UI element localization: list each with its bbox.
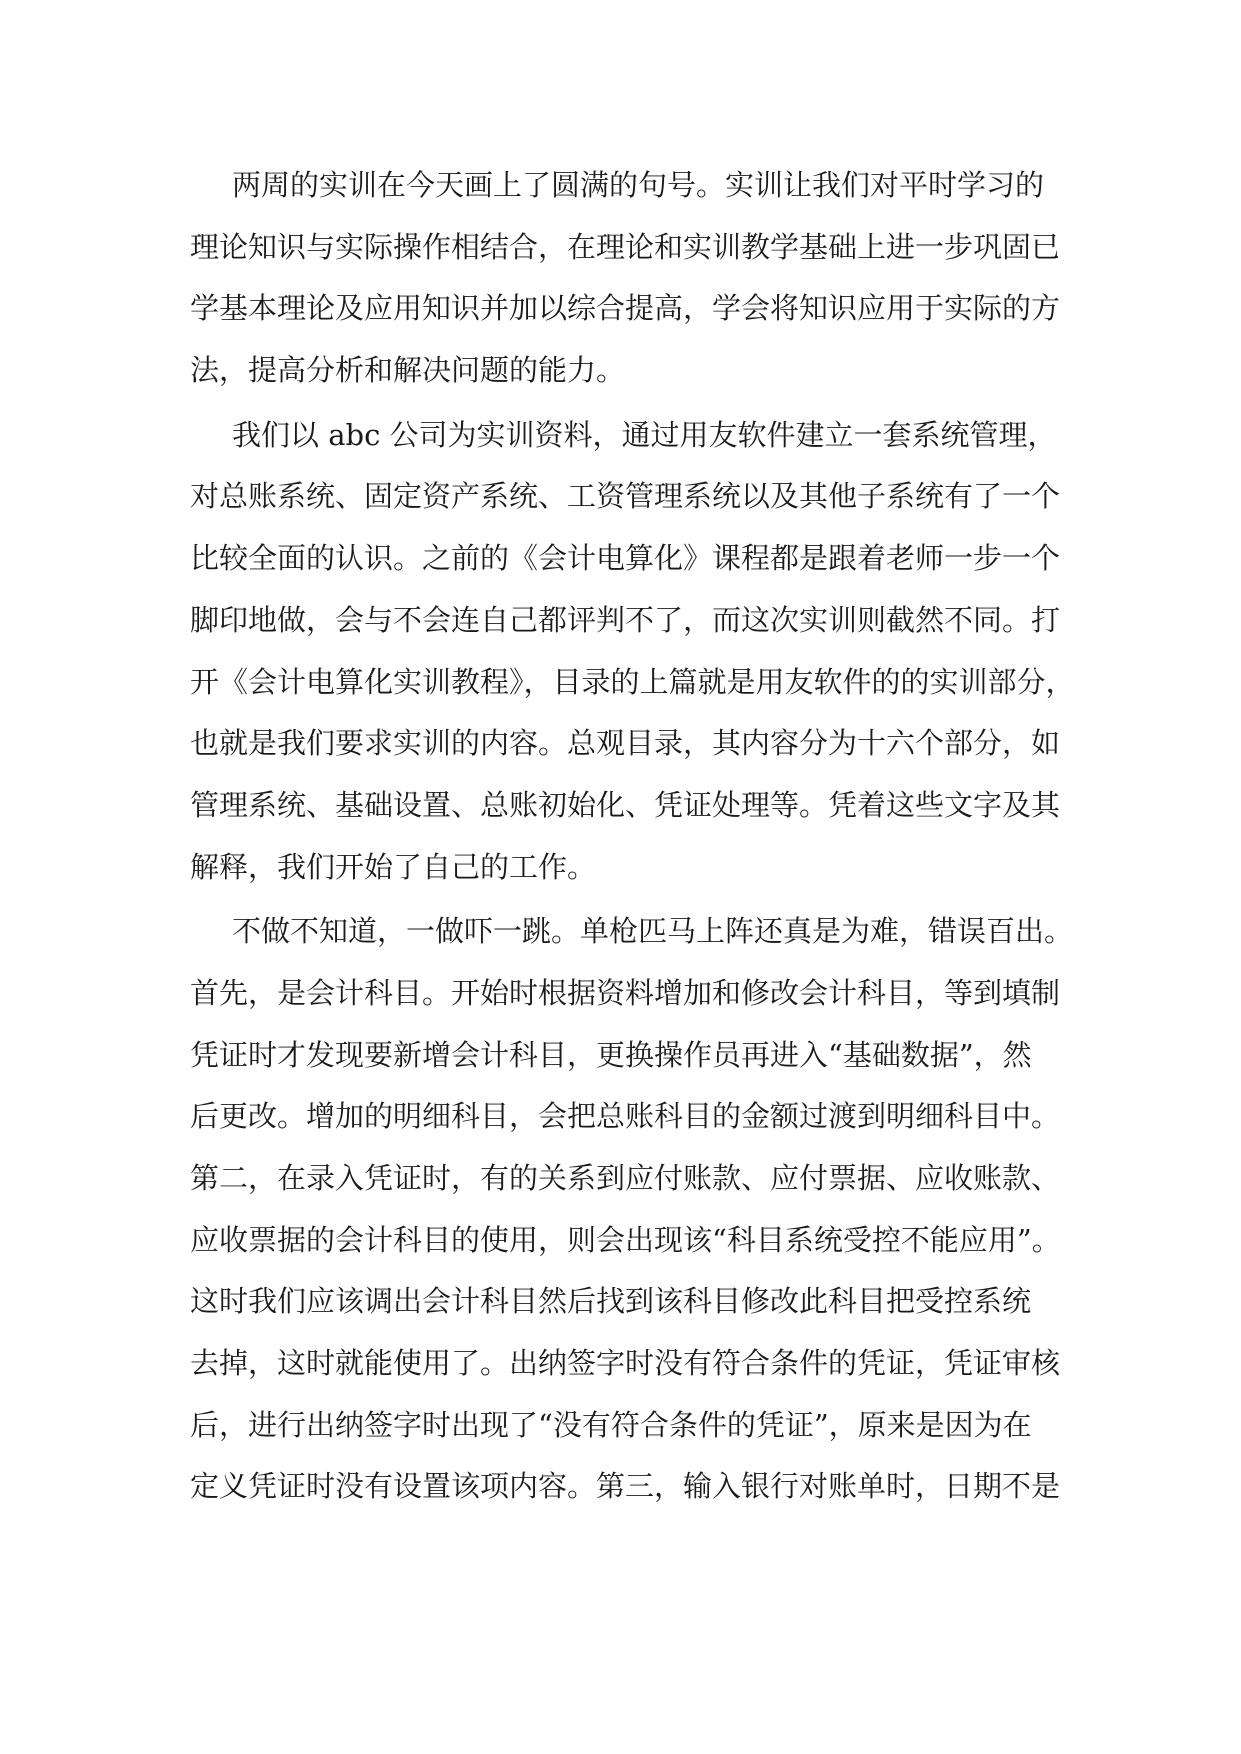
- paragraph: [190, 901, 1074, 1518]
- text-line: 不做不知道，一做吓一跳。单枪匹马上阵还真是为难，错误百出。: [232, 914, 1074, 949]
- text-line: 后，进行出纳签字时出现了“没有符合条件的凭证”，原来是因为在: [190, 1407, 1032, 1442]
- paragraph: [190, 405, 1075, 899]
- text-line: 去掉，这时就能使用了。出纳签字时没有符合条件的凭证，凭证审核: [190, 1346, 1061, 1381]
- text-line: 也就是我们要求实训的内容。总观目录，其内容分为十六个部分，如: [190, 726, 1061, 761]
- document-body: [190, 155, 1075, 1521]
- text-line: 两周的实训在今天画上了圆满的句号。实训让我们对平时学习的: [232, 168, 1045, 202]
- text-line: 对总账系统、固定资产系统、工资管理系统以及其他子系统有了一个: [190, 479, 1061, 514]
- text-line: 法，提高分析和解决问题的能力。: [190, 353, 626, 388]
- text-line: 比较全面的认识。之前的《会计电算化》课程都是跟着老师一步一个: [190, 541, 1061, 576]
- text-line: 定义凭证时没有设置该项内容。第三，输入银行对账单时，日期不是: [190, 1469, 1061, 1504]
- text-line: 凭证时才发现要新增会计科目，更换操作员再进入“基础数据”，然: [190, 1037, 1032, 1072]
- text-line: 首先，是会计科目。开始时根据资料增加和修改会计科目，等到填制: [190, 975, 1061, 1010]
- text-line: 学基本理论及应用知识并加以综合提高，学会将知识应用于实际的方: [190, 291, 1061, 326]
- text-line: 这时我们应该调出会计科目然后找到该科目修改此科目把受控系统: [190, 1284, 1032, 1319]
- text-line: 开《会计电算化实训教程》，目录的上篇就是用友软件的的实训部分，: [190, 664, 1075, 699]
- text-line: 理论知识与实际操作相结合，在理论和实训教学基础上进一步巩固已: [190, 229, 1061, 264]
- text-line: 我们以 abc 公司为实训资料，通过用友软件建立一套系统管理，: [232, 417, 1057, 452]
- paragraph: [190, 155, 1061, 402]
- text-line: 应收票据的会计科目的使用，则会出现该“科目系统受控不能应用”。: [190, 1222, 1061, 1257]
- text-line: 管理系统、基础设置、总账初始化、凭证处理等。凭着这些文字及其: [190, 787, 1061, 822]
- text-line: 解释，我们开始了自己的工作。: [190, 849, 597, 884]
- text-line: 后更改。增加的明细科目，会把总账科目的金额过渡到明细科目中。: [190, 1099, 1061, 1134]
- text-line: 第二，在录入凭证时，有的关系到应付账款、应付票据、应收账款、: [190, 1161, 1061, 1195]
- text-line: 脚印地做，会与不会连自己都评判不了，而这次实训则截然不同。打: [190, 602, 1061, 637]
